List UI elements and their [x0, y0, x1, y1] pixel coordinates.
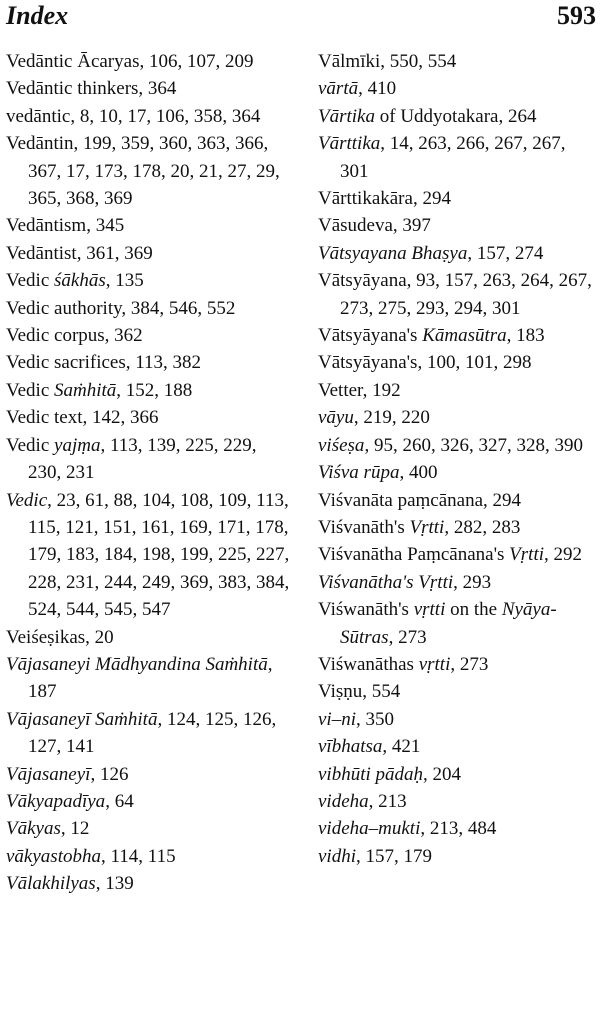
index-entry-text: , 139 [95, 873, 134, 895]
index-entry-text: , 293 [453, 571, 492, 593]
index-entry-text: Veiśeṣikas, 20 [6, 626, 114, 648]
index-entry-text: Vedāntist, 361, 369 [6, 242, 153, 264]
index-entry-text: yajṃa [54, 434, 101, 456]
index-entry-text: vṛtti [418, 653, 451, 675]
index-entry-text: , 152, 188 [116, 379, 193, 401]
index-entry [318, 103, 598, 130]
index-entry [318, 322, 598, 349]
index-entry-text: vībhatsa [318, 736, 383, 758]
index-entry-text: Vedic [6, 270, 55, 292]
index-entry [318, 267, 598, 322]
index-entry [318, 377, 598, 404]
index-entry [318, 541, 598, 568]
index-entry-text: Saṁhitā [54, 379, 117, 401]
index-entry [6, 295, 294, 322]
index-entry-text: Vālakhilyas [6, 873, 96, 895]
index-entry-text: Vāsudeva, 397 [318, 215, 431, 237]
index-column-left [6, 48, 294, 898]
index-entry-text: , 219, 220 [353, 407, 430, 429]
index-entry-text: Vedic [6, 379, 55, 401]
index-entry [318, 185, 598, 212]
index-entry-text: vidhi [318, 845, 356, 867]
index-entry [6, 377, 294, 404]
index-entry-text: , 273 [388, 626, 427, 648]
index-entry-text: , 157, 179 [356, 845, 432, 867]
index-entry [6, 75, 294, 102]
index-entry-text: , 350 [356, 708, 394, 730]
index-entry [318, 240, 598, 267]
index-heading: Index [6, 1, 69, 30]
index-entry [6, 624, 294, 651]
index-entry-text: , 421 [382, 736, 421, 758]
index-entry-text: , 64 [105, 790, 134, 812]
index-entry-text: vṛtti [413, 599, 446, 621]
index-entry [6, 761, 294, 788]
index-entry [318, 75, 598, 102]
index-entry-text: Vājasaneyī [6, 763, 91, 785]
index-entry-text: , 213, 484 [420, 818, 497, 840]
index-entry-text: Vedic authority, 384, 546, 552 [6, 297, 236, 319]
index-entry [6, 212, 294, 239]
index-entry [318, 212, 598, 239]
index-entry-text: vāyu [318, 407, 354, 429]
index-entry-text: Vedic text, 142, 366 [6, 407, 159, 429]
index-entry-text: Viśva rūpa [318, 462, 400, 484]
index-column-right [318, 48, 598, 870]
index-entry-text: Vārttikakāra, 294 [318, 188, 451, 210]
index-entry-text: Vākyapadīya [6, 790, 106, 812]
index-entry [6, 103, 294, 130]
index-entry [6, 706, 294, 761]
index-entry [318, 349, 598, 376]
index-entry-text: , 410 [358, 78, 397, 100]
index-entry-text: vedāntic, 8, 10, 17, 106, 358, 364 [6, 105, 261, 127]
index-entry [6, 240, 294, 267]
index-entry [6, 487, 294, 624]
index-entry-text: Viśvanāta paṃcānana, 294 [318, 489, 522, 511]
index-entry-text: , 126 [90, 763, 129, 785]
index-entry [6, 322, 294, 349]
index-entry-text: Viśvanātha's Vṛtti [318, 571, 454, 593]
index-entry-text: , 292 [544, 544, 583, 566]
index-entry-text: , 187 [28, 653, 273, 703]
index-entry-text: Vālmīki, 550, 554 [318, 51, 457, 72]
index-entry-text: Viśwanāth's [318, 599, 414, 621]
index-entry-text: , 273 [450, 653, 489, 675]
index-entry-text: Viśvanātha Paṃcānana's [318, 544, 510, 566]
index-entry-text: , 157, 274 [467, 242, 544, 264]
index-entry-text: Viśwanāthas [318, 653, 419, 675]
index-entry [6, 651, 294, 706]
index-entry-text: of Uddyotakara, 264 [375, 105, 537, 127]
index-entry-text: viśeṣa [318, 434, 365, 456]
index-entry-text: videha [318, 790, 369, 812]
index-entry-text: , 12 [60, 818, 90, 840]
index-entry-text: Vātsyāyana's [318, 325, 423, 347]
index-entry-text: , 204 [423, 763, 462, 785]
index-entry-text: śākhās [54, 270, 106, 292]
index-entry-text: Vātsyayana Bhaṣya [318, 242, 468, 264]
index-entry-text: , 113, 139, 225, 229, 230, 231 [28, 434, 257, 484]
index-entry [318, 404, 598, 431]
index-entry [6, 815, 294, 842]
index-entry-text: Vedāntic thinkers, 364 [6, 78, 177, 100]
index-entry [6, 130, 294, 212]
index-entry [318, 432, 598, 459]
index-entry-text: Vātsyāyana's, 100, 101, 298 [318, 352, 532, 374]
index-entry-text: vārtā [318, 78, 359, 100]
index-entry-text: vi–ni [318, 708, 356, 730]
index-entry-text: , 213 [368, 790, 407, 812]
index-entry-text: , 135 [105, 270, 144, 292]
index-entry-text: Vetter, 192 [318, 379, 401, 401]
index-entry-text: , 14, 263, 266, 267, 267, 301 [340, 133, 566, 182]
index-entry-text: Vājasaneyi Mādhyandina Saṁhitā [6, 653, 268, 675]
index-entry-text: , 400 [399, 462, 438, 484]
index-entry-text: , 124, 125, 126, 127, 141 [28, 708, 277, 758]
index-entry [318, 733, 598, 760]
index-entry-text: , 114, 115 [100, 845, 176, 867]
index-entry-text: Vedāntin, 199, 359, 360, 363, 366, 367, 17, 173, 178, 20, 21, 27, 29, 365, 368, 369 [6, 133, 280, 210]
index-entry-text: Vedic sacrifices, 113, 382 [6, 352, 202, 374]
index-entry-text: vākyastobha [6, 845, 101, 867]
index-entry-text: Vākyas [6, 818, 61, 840]
index-entry-text: Vṛtti [409, 516, 445, 538]
index-entry [318, 487, 598, 514]
index-entry [6, 267, 294, 294]
index-entry-text: Vārtika [318, 105, 375, 127]
index-entry [6, 843, 294, 870]
index-entry-text: , 23, 61, 88, 104, 108, 109, 113, 115, 121, 151, 161, 169, 171, 178, 179, 183, 184, 198, 199, 225, 227, 228, 231, 244, 249, 369, 383, 384, 524, 544, 545, 547 [28, 489, 290, 621]
index-entry [318, 514, 598, 541]
index-entry [6, 349, 294, 376]
index-entry [6, 432, 294, 487]
index-entry-text: Vārttika [318, 133, 381, 155]
index-entry-text: Viṣṇu, 554 [318, 681, 401, 703]
index-entry-text: Vṛtti [509, 544, 545, 566]
index-entry [318, 706, 598, 733]
index-entry [6, 404, 294, 431]
index-entry [318, 48, 598, 75]
index-entry-text: Vātsyāyana, 93, 157, 263, 264, 267, 273, 275, 293, 294, 301 [318, 270, 592, 319]
index-entry-text: videha–mukti [318, 818, 421, 840]
index-entry-text: , 282, 283 [444, 516, 521, 538]
index-entry-text: Vājasaneyī Saṁhitā [6, 708, 158, 730]
index-entry [318, 651, 598, 678]
index-entry-text: Vedāntic Ācaryas, 106, 107, 209 [6, 51, 254, 72]
index-entry [318, 788, 598, 815]
index-entry [318, 569, 598, 596]
index-entry-text: Vedāntism, 345 [6, 215, 125, 237]
index-entry [318, 130, 598, 185]
index-entry-text: Nyāya- Sūtras [340, 599, 557, 648]
index-entry-text: Viśvanāth's [318, 516, 410, 538]
index-entry-text: Kāmasūtra [422, 325, 507, 347]
index-entry-text: on the [445, 599, 502, 621]
page-number: 593 [557, 1, 596, 30]
index-entry-text: Vedic corpus, 362 [6, 325, 143, 347]
index-entry-text: Vedic [6, 489, 48, 511]
index-entry-text: , 95, 260, 326, 327, 328, 390 [364, 434, 583, 456]
index-entry-text: vibhūti pādaḥ [318, 763, 424, 785]
index-entry [318, 815, 598, 842]
index-entry-text: Vedic [6, 434, 55, 456]
index-entry-text: , 183 [506, 325, 545, 347]
index-entry [318, 678, 598, 705]
index-entry [318, 459, 598, 486]
index-entry [6, 788, 294, 815]
index-entry [318, 761, 598, 788]
index-entry [6, 870, 294, 897]
page-header [0, 0, 600, 40]
index-entry [318, 596, 598, 651]
index-entry [6, 48, 294, 75]
index-entry [318, 843, 598, 870]
